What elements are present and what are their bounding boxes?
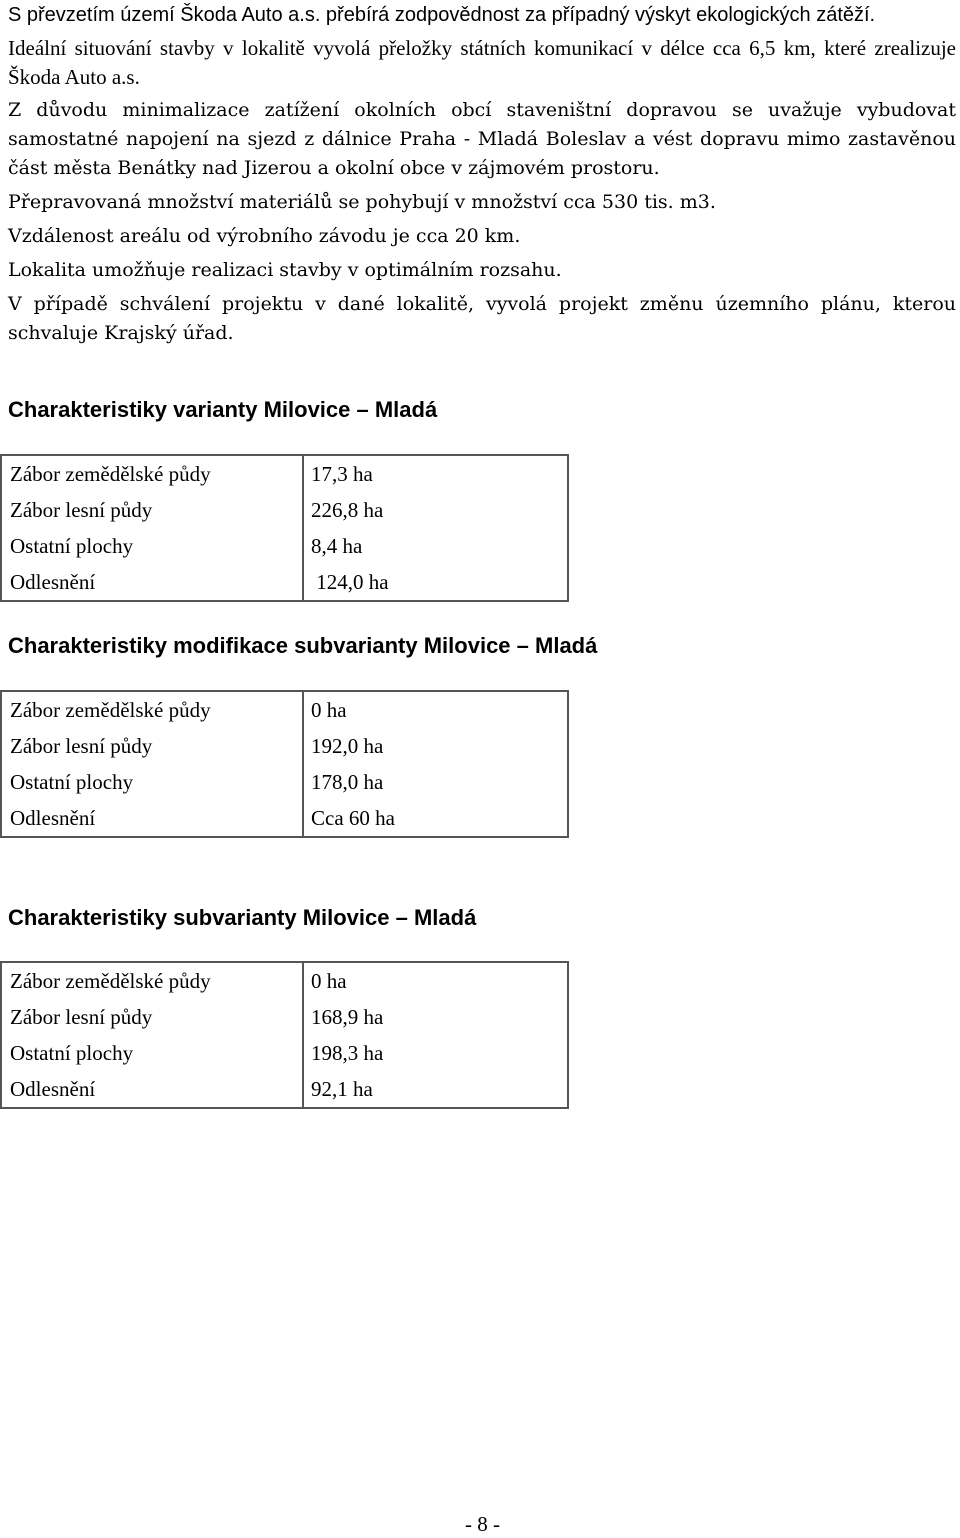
row-value: 0 ha xyxy=(303,962,568,999)
row-label: Zábor lesní půdy xyxy=(1,999,303,1035)
row-label: Odlesnění xyxy=(1,1071,303,1108)
paragraph-distance: Vzdálenost areálu od výrobního závodu je cca 20 km. xyxy=(8,225,521,247)
row-value: 124,0 ha xyxy=(303,564,568,601)
section-heading-variant: Charakteristiky varianty Milovice – Mladá xyxy=(8,397,438,422)
row-label: Zábor lesní půdy xyxy=(1,492,303,528)
table-subvariant-wrap xyxy=(8,961,956,1109)
table-row xyxy=(1,492,568,528)
table-row xyxy=(1,564,568,601)
stats-table-subvariant xyxy=(0,961,569,1109)
table-row xyxy=(1,1071,568,1108)
paragraph-zoning-plan: V případě schválení projektu v dané lokalitě, vyvolá projekt změnu územního plánu, kterou schvaluje Krajský úřad. xyxy=(8,293,956,344)
table-row xyxy=(1,728,568,764)
row-label: Ostatní plochy xyxy=(1,764,303,800)
row-label: Odlesnění xyxy=(1,800,303,837)
paragraph-site-capacity: Lokalita umožňuje realizaci stavby v optimálním rozsahu. xyxy=(8,259,562,281)
row-label: Ostatní plochy xyxy=(1,528,303,564)
table-row xyxy=(1,999,568,1035)
row-value: 192,0 ha xyxy=(303,728,568,764)
row-value: 226,8 ha xyxy=(303,492,568,528)
row-value: 168,9 ha xyxy=(303,999,568,1035)
row-label: Zábor zemědělské půdy xyxy=(1,691,303,728)
section-heading-modified-subvariant: Charakteristiky modifikace subvarianty Milovice – Mladá xyxy=(8,633,598,658)
page-number: - 8 - xyxy=(465,1512,500,1536)
table-row xyxy=(1,455,568,492)
row-value: 178,0 ha xyxy=(303,764,568,800)
stats-table-variant xyxy=(0,454,569,602)
table-row xyxy=(1,528,568,564)
row-value: Cca 60 ha xyxy=(303,800,568,837)
row-label: Zábor zemědělské půdy xyxy=(1,962,303,999)
paragraph-construction-traffic: Z důvodu minimalizace zatížení okolních obcí staveništní dopravou se uvažuje vybudovat samostatné napojení na sjezd z dálnice Praha - Mladá Boleslav a vést dopravu mimo zastavěnou část města Benátky nad Jizerou a okolní obce v zájmovém prostoru. xyxy=(8,99,956,179)
row-value: 8,4 ha xyxy=(303,528,568,564)
section-heading-subvariant: Charakteristiky subvarianty Milovice – Mladá xyxy=(8,905,477,930)
row-value: 17,3 ha xyxy=(303,455,568,492)
row-label: Ostatní plochy xyxy=(1,1035,303,1071)
table-row xyxy=(1,764,568,800)
row-label: Odlesnění xyxy=(1,564,303,601)
paragraph-road-relocation: Ideální situování stavby v lokalitě vyvolá přeložky státních komunikací v délce cca 6,5 km, které zrealizuje Škoda Auto a.s. xyxy=(8,36,956,89)
document-page xyxy=(8,0,956,1109)
row-value: 0 ha xyxy=(303,691,568,728)
table-modified-subvariant-wrap xyxy=(8,690,956,838)
table-row xyxy=(1,962,568,999)
table-variant-wrap xyxy=(8,454,956,602)
paragraph-ecological-burden: S převzetím území Škoda Auto a.s. přebírá zodpovědnost za případný výskyt ekologických zátěží. xyxy=(8,4,876,26)
row-label: Zábor zemědělské půdy xyxy=(1,455,303,492)
table-row xyxy=(1,691,568,728)
stats-table-modified-subvariant xyxy=(0,690,569,838)
row-value: 198,3 ha xyxy=(303,1035,568,1071)
row-label: Zábor lesní půdy xyxy=(1,728,303,764)
table-row xyxy=(1,1035,568,1071)
paragraph-material-volume: Přepravovaná množství materiálů se pohybují v množství cca 530 tis. m3. xyxy=(8,191,716,213)
row-value: 92,1 ha xyxy=(303,1071,568,1108)
table-row xyxy=(1,800,568,837)
